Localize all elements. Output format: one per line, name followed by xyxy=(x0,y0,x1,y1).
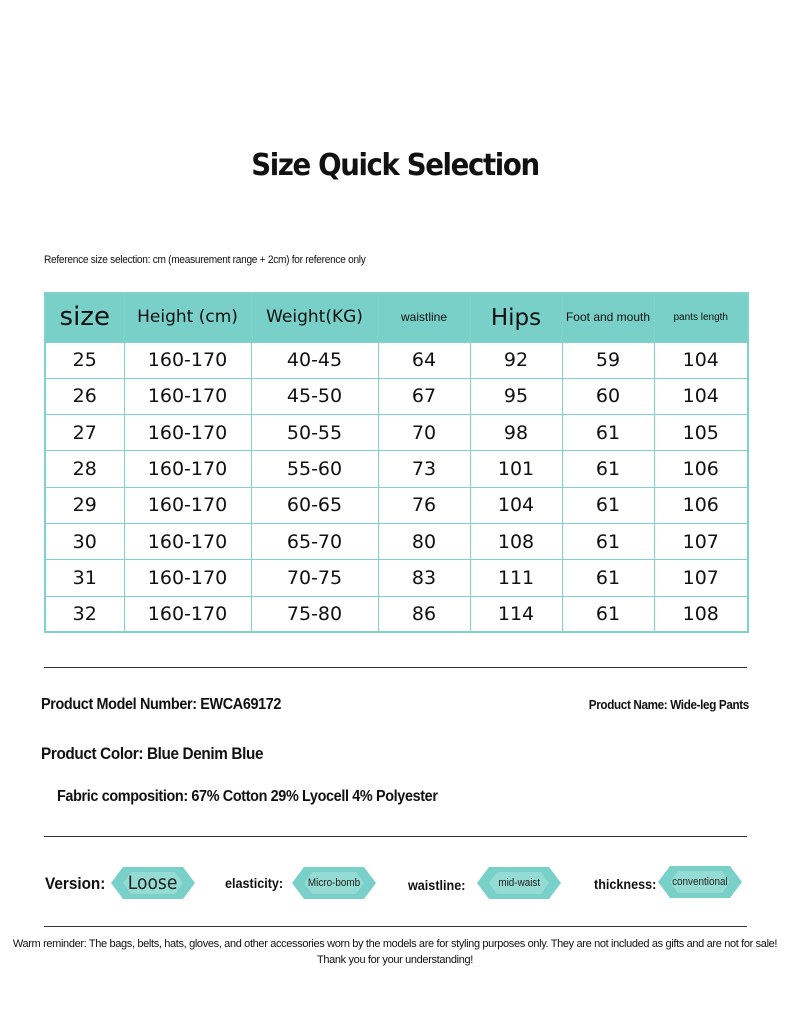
cell-size: 28 xyxy=(45,451,124,487)
divider-middle xyxy=(44,836,747,837)
cell-height: 160-170 xyxy=(124,378,251,414)
table-header-row xyxy=(45,293,748,342)
cell-weight: 50-55 xyxy=(251,415,378,451)
cell-foot-and-mouth: 61 xyxy=(562,596,654,632)
cell-size: 29 xyxy=(45,487,124,523)
cell-foot-and-mouth: 61 xyxy=(562,451,654,487)
cell-waistline: 67 xyxy=(378,378,470,414)
cell-foot-and-mouth: 61 xyxy=(562,487,654,523)
table-row xyxy=(45,342,748,378)
table-row xyxy=(45,523,748,559)
cell-hips: 101 xyxy=(470,451,562,487)
header-weight: Weight(KG) xyxy=(251,293,378,342)
cell-hips: 95 xyxy=(470,378,562,414)
cell-foot-and-mouth: 61 xyxy=(562,415,654,451)
cell-foot-and-mouth: 60 xyxy=(562,378,654,414)
waistline-label: waistline: xyxy=(408,877,466,893)
thickness-value: conventional xyxy=(672,876,728,888)
cell-pants-length: 107 xyxy=(654,560,748,596)
cell-hips: 114 xyxy=(470,596,562,632)
reference-note: Reference size selection: cm (measurement range + 2cm) for reference only xyxy=(44,254,366,266)
cell-size: 31 xyxy=(45,560,124,596)
header-pants-length: pants length xyxy=(654,293,748,342)
cell-pants-length: 106 xyxy=(654,451,748,487)
product-color: Product Color: Blue Denim Blue xyxy=(41,744,264,763)
cell-weight: 70-75 xyxy=(251,560,378,596)
cell-size: 25 xyxy=(45,342,124,378)
elasticity-value: Micro-bomb xyxy=(307,877,361,889)
cell-waistline: 76 xyxy=(378,487,470,523)
waistline-badge xyxy=(477,867,561,899)
header-height: Height (cm) xyxy=(124,293,251,342)
cell-height: 160-170 xyxy=(124,560,251,596)
header-foot-and-mouth: Foot and mouth xyxy=(562,293,654,342)
divider-top xyxy=(44,667,747,668)
cell-pants-length: 108 xyxy=(654,596,748,632)
cell-foot-and-mouth: 61 xyxy=(562,560,654,596)
cell-weight: 60-65 xyxy=(251,487,378,523)
cell-foot-and-mouth: 59 xyxy=(562,342,654,378)
cell-pants-length: 107 xyxy=(654,523,748,559)
table-row xyxy=(45,560,748,596)
waistline-value: mid-waist xyxy=(498,877,540,889)
cell-weight: 65-70 xyxy=(251,523,378,559)
warm-reminder: Warm reminder: The bags, belts, hats, gloves, and other accessories worn by the models are for styling purposes only. They are not included as gifts and are not for sale! Thank you for your understanding! xyxy=(12,938,778,966)
header-waistline: waistline xyxy=(378,293,470,342)
cell-hips: 92 xyxy=(470,342,562,378)
cell-pants-length: 104 xyxy=(654,378,748,414)
cell-height: 160-170 xyxy=(124,342,251,378)
cell-size: 30 xyxy=(45,523,124,559)
table-row xyxy=(45,487,748,523)
thickness-badge xyxy=(658,866,742,898)
cell-size: 26 xyxy=(45,378,124,414)
cell-weight: 40-45 xyxy=(251,342,378,378)
cell-waistline: 83 xyxy=(378,560,470,596)
product-name: Product Name: Wide-leg Pants xyxy=(588,697,749,712)
fabric-composition: Fabric composition: 67% Cotton 29% Lyocell 4% Polyester xyxy=(57,788,438,805)
version-value: Loose xyxy=(128,872,178,894)
cell-height: 160-170 xyxy=(124,451,251,487)
cell-hips: 108 xyxy=(470,523,562,559)
table-row xyxy=(45,451,748,487)
cell-weight: 55-60 xyxy=(251,451,378,487)
product-model-number: Product Model Number: EWCA69172 xyxy=(41,696,282,713)
cell-height: 160-170 xyxy=(124,487,251,523)
page-title: Size Quick Selection xyxy=(251,148,539,183)
cell-pants-length: 105 xyxy=(654,415,748,451)
header-size: size xyxy=(45,293,124,342)
cell-waistline: 64 xyxy=(378,342,470,378)
cell-pants-length: 104 xyxy=(654,342,748,378)
cell-waistline: 86 xyxy=(378,596,470,632)
header-hips: Hips xyxy=(470,293,562,342)
table-row xyxy=(45,378,748,414)
table-row xyxy=(45,596,748,632)
cell-height: 160-170 xyxy=(124,596,251,632)
cell-hips: 111 xyxy=(470,560,562,596)
cell-hips: 104 xyxy=(470,487,562,523)
cell-height: 160-170 xyxy=(124,523,251,559)
cell-size: 27 xyxy=(45,415,124,451)
cell-height: 160-170 xyxy=(124,415,251,451)
cell-waistline: 73 xyxy=(378,451,470,487)
elasticity-badge xyxy=(292,867,376,899)
version-badge xyxy=(111,867,195,899)
cell-hips: 98 xyxy=(470,415,562,451)
elasticity-label: elasticity: xyxy=(225,875,284,891)
cell-foot-and-mouth: 61 xyxy=(562,523,654,559)
cell-weight: 45-50 xyxy=(251,378,378,414)
version-label: Version: xyxy=(45,874,106,893)
divider-bottom xyxy=(44,926,747,927)
table-row xyxy=(45,415,748,451)
size-table xyxy=(44,292,749,633)
cell-waistline: 80 xyxy=(378,523,470,559)
cell-weight: 75-80 xyxy=(251,596,378,632)
cell-pants-length: 106 xyxy=(654,487,748,523)
cell-size: 32 xyxy=(45,596,124,632)
cell-waistline: 70 xyxy=(378,415,470,451)
thickness-label: thickness: xyxy=(594,876,657,892)
